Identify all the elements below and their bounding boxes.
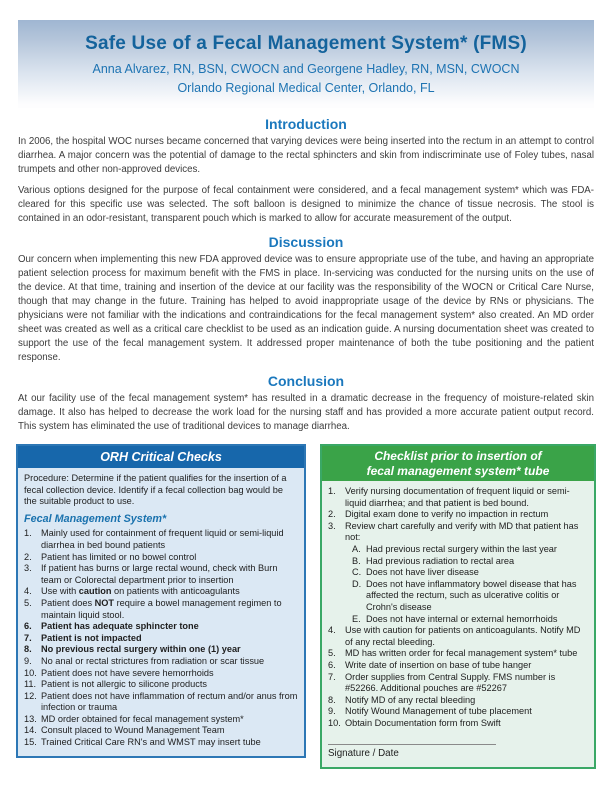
sub-item-text: Does not have internal or external hemorrhoids [366, 613, 558, 624]
list-item-text: Write date of insertion on base of tube hanger [345, 659, 532, 670]
list-item-number: 4. [24, 586, 32, 597]
list-item-text: Use with caution for patients on anticoagulants. Notify MD of any rectal bleeding. [345, 625, 581, 647]
list-item-text: Use with caution on patients with anticoagulants [41, 586, 240, 597]
list-item-number: 2. [328, 509, 336, 520]
list-item [24, 725, 298, 737]
list-item-text: Trained Critical Care RN's and WMST may insert tube [41, 737, 261, 748]
list-item-number: 12. [24, 690, 37, 701]
introduction-paragraph: In 2006, the hospital WOC nurses became concerned that varying devices were being inserted into the rectum in an attempt to control diarrhea. A major concern was the potential of damage to the rectal sphincters and skin from indiscriminate use of Foley tubes, nasal trumpets and other non-approved devices. [18, 136, 594, 175]
sub-item-letter: A. [352, 543, 361, 554]
discussion-heading: Discussion [268, 234, 344, 250]
list-item [328, 706, 588, 718]
sub-item-letter: E. [352, 613, 361, 624]
page-title: Safe Use of a Fecal Management System* (FMS) [85, 33, 527, 54]
list-item [24, 644, 298, 656]
list-item-number: 2. [24, 551, 32, 562]
list-item [328, 625, 588, 648]
bottom-boxes [16, 444, 596, 769]
list-item-text: Patient does not have inflammation of rectum and/or anus from infection or trauma [41, 690, 298, 713]
list-item-number: 5. [24, 597, 32, 608]
list-item [352, 544, 588, 556]
list-item [352, 556, 588, 568]
list-item-number: 8. [328, 694, 336, 705]
list-item-number: 11. [24, 679, 37, 690]
discussion-paragraph: Our concern when implementing this new FDA approved device was to ensure appropriate use of the tube, and having an appropriate patient selection process for maximum benefit with the FMS in place. In-servicing was conducted for the nursing units on the use of the device. At that time, training and insertion of the device at our facility was the responsibility of the WOCN or Critical Care Nurse, though that may change in the future. Training has helped to avoid inappropriate usage of the device by RNs or physicians. The physicians were not familiar with the indications and contraindications for the fecal management system* also created. An MD order sheet was created as well as a critical care checklist to be used as an indication guide. A nursing documentation sheet was created to support the use of the fecal management system. It addressed proper maintenance of both the tube positioning and the patient response. [18, 254, 594, 363]
authors-line: Anna Alvarez, RN, BSN, CWOCN and Georgene Hadley, RN, MSN, CWOCN [92, 62, 520, 76]
orh-critical-checks-box [16, 444, 306, 758]
list-item-text: Patient does not have severe hemorrhoids [41, 667, 214, 678]
list-item-text: Order supplies from Central Supply. FMS number is #52266. Additional pouches are #52267 [345, 671, 556, 694]
list-item-text: No previous rectal surgery within one (1) year [41, 644, 241, 655]
sub-list [352, 544, 588, 625]
list-item [328, 718, 588, 730]
introduction-paragraph: Various options designed for the purpose of fecal containment were considered, and a fecal management system* which was FDA-cleared for this specific use was selected. The soft balloon is designed to minimize the chance of tissue necrosis. The stool is contained in an odor-resistant, transparent pouch which is marked to allow for accurate measurement of the output. [18, 185, 594, 224]
insertion-box-title-line1: Checklist prior to insertion of [374, 449, 542, 463]
orh-box-title: ORH Critical Checks [18, 446, 304, 468]
signature-label: Signature / Date [328, 748, 399, 760]
list-item-number: 10. [328, 717, 341, 728]
list-item-number: 7. [328, 671, 336, 682]
orh-checklist [24, 528, 298, 748]
sub-item-text: Does not have inflammatory bowel disease that has affected the rectum, such as ulcerative colitis or Crohn's disease [366, 578, 577, 612]
list-item-text: No anal or rectal strictures from radiation or scar tissue [41, 655, 265, 666]
list-item [328, 521, 588, 625]
list-item-text: Digital exam done to verify no impaction in rectum [345, 509, 549, 520]
introduction-heading: Introduction [265, 116, 347, 132]
sub-item-letter: B. [352, 555, 361, 566]
list-item-number: 1. [328, 486, 336, 496]
sub-item-text: Does not have liver disease [366, 567, 479, 578]
list-item [24, 691, 298, 714]
list-item-text: Notify Wound Management of tube placement [345, 706, 532, 717]
list-item [352, 614, 588, 626]
list-item [328, 672, 588, 695]
list-item [24, 633, 298, 645]
list-item-text: If patient has burns or large rectal wound, check with Burn team or Colorectal department prior to insertion [41, 563, 278, 585]
list-item-text: Patient has limited or no bowel control [41, 551, 197, 562]
header-banner [18, 20, 594, 108]
procedure-text: Procedure: Determine if the patient qualifies for the insertion of a fecal collection device. Identify if a fecal collection bag would be the suitable product to use. [24, 473, 287, 507]
list-item-text: Patient has adequate sphincter tone [41, 621, 199, 632]
list-item-text: Patient is not allergic to silicone products [41, 679, 207, 690]
list-item [328, 695, 588, 707]
orh-box-body [18, 468, 304, 756]
list-item-number: 3. [24, 563, 32, 574]
conclusion-heading: Conclusion [267, 373, 345, 389]
list-item-text: Patient does NOT require a bowel management regimen to maintain liquid stool. [41, 597, 282, 620]
insertion-box-body [322, 481, 594, 767]
list-item [24, 656, 298, 668]
list-item-number: 8. [24, 644, 32, 655]
affiliation-line: Orlando Regional Medical Center, Orlando, FL [177, 81, 435, 95]
list-item [24, 563, 298, 586]
list-item-number: 9. [24, 655, 32, 666]
list-item [328, 660, 588, 672]
list-item-number: 7. [24, 632, 32, 643]
list-item [352, 579, 588, 614]
list-item [24, 598, 298, 621]
list-item [24, 714, 298, 726]
list-item [24, 679, 298, 691]
insertion-checklist [328, 486, 588, 729]
list-item-number: 6. [328, 659, 336, 670]
conclusion-paragraph: At our facility use of the fecal management system* has resulted in a dramatic decrease in the frequency of moisture-related skin damage. It also has helped to decrease the work load for the nursing staff and has provided a more accurate patient output record. This system has eliminated the use of traditional devices to manage diarrhea. [18, 393, 594, 432]
list-item-text: Review chart carefully and verify with MD that patient has not: A. Had previous rectal surgery within the last year B. Had previous radiation to rectal area C. Does not have liver disease D. Does not have inflammatory bowel disease that has affected the rectum, such as ulcerative colitis or Crohn's disease E. Does not have internal or external hemorrhoids [345, 521, 588, 625]
signature-line [328, 744, 496, 745]
list-item-text: Consult placed to Wound Management Team [41, 725, 225, 736]
fms-subtitle: Fecal Management System* [24, 512, 167, 525]
insertion-box-title [322, 446, 594, 481]
list-item-number: 15. [24, 737, 37, 748]
list-item [328, 486, 588, 509]
list-item [24, 528, 298, 551]
list-item-number: 1. [24, 528, 32, 539]
list-item-text: Notify MD of any rectal bleeding [345, 694, 476, 705]
list-item-number: 13. [24, 713, 37, 724]
list-item-text: Patient is not impacted [41, 632, 142, 643]
sub-item-letter: D. [352, 578, 362, 589]
list-item-number: 14. [24, 725, 37, 736]
list-item-number: 9. [328, 706, 336, 717]
list-item [24, 621, 298, 633]
list-item-number: 3. [328, 520, 336, 531]
list-item-text: Mainly used for containment of frequent liquid or semi-liquid diarrhea in bed bound patients [41, 528, 284, 550]
insertion-checklist-box [320, 444, 596, 769]
list-item-number: 10. [24, 667, 37, 678]
list-item-number: 4. [328, 625, 336, 636]
list-item-text: Verify nursing documentation of frequent liquid or semi-liquid diarrhea; and that patient is bed bound. [345, 486, 570, 508]
list-item [328, 648, 588, 660]
sub-item-text: Had previous radiation to rectal area [366, 555, 515, 566]
list-item [24, 668, 298, 680]
list-item [24, 737, 298, 749]
sub-item-letter: C. [352, 567, 362, 578]
list-item-text: MD order obtained for fecal management system* [41, 713, 244, 724]
article-body [18, 116, 594, 434]
sub-item-text: Had previous rectal surgery within the last year [366, 543, 557, 554]
insertion-box-title-line2: fecal management system* tube [366, 463, 550, 478]
list-item [24, 586, 298, 598]
list-item-text: Obtain Documentation form from Swift [345, 717, 501, 728]
list-item-number: 6. [24, 621, 32, 632]
list-item-number: 5. [328, 648, 336, 659]
list-item [24, 552, 298, 564]
list-item-text: MD has written order for fecal management system* tube [345, 648, 578, 659]
list-item [352, 567, 588, 579]
list-item [328, 509, 588, 521]
